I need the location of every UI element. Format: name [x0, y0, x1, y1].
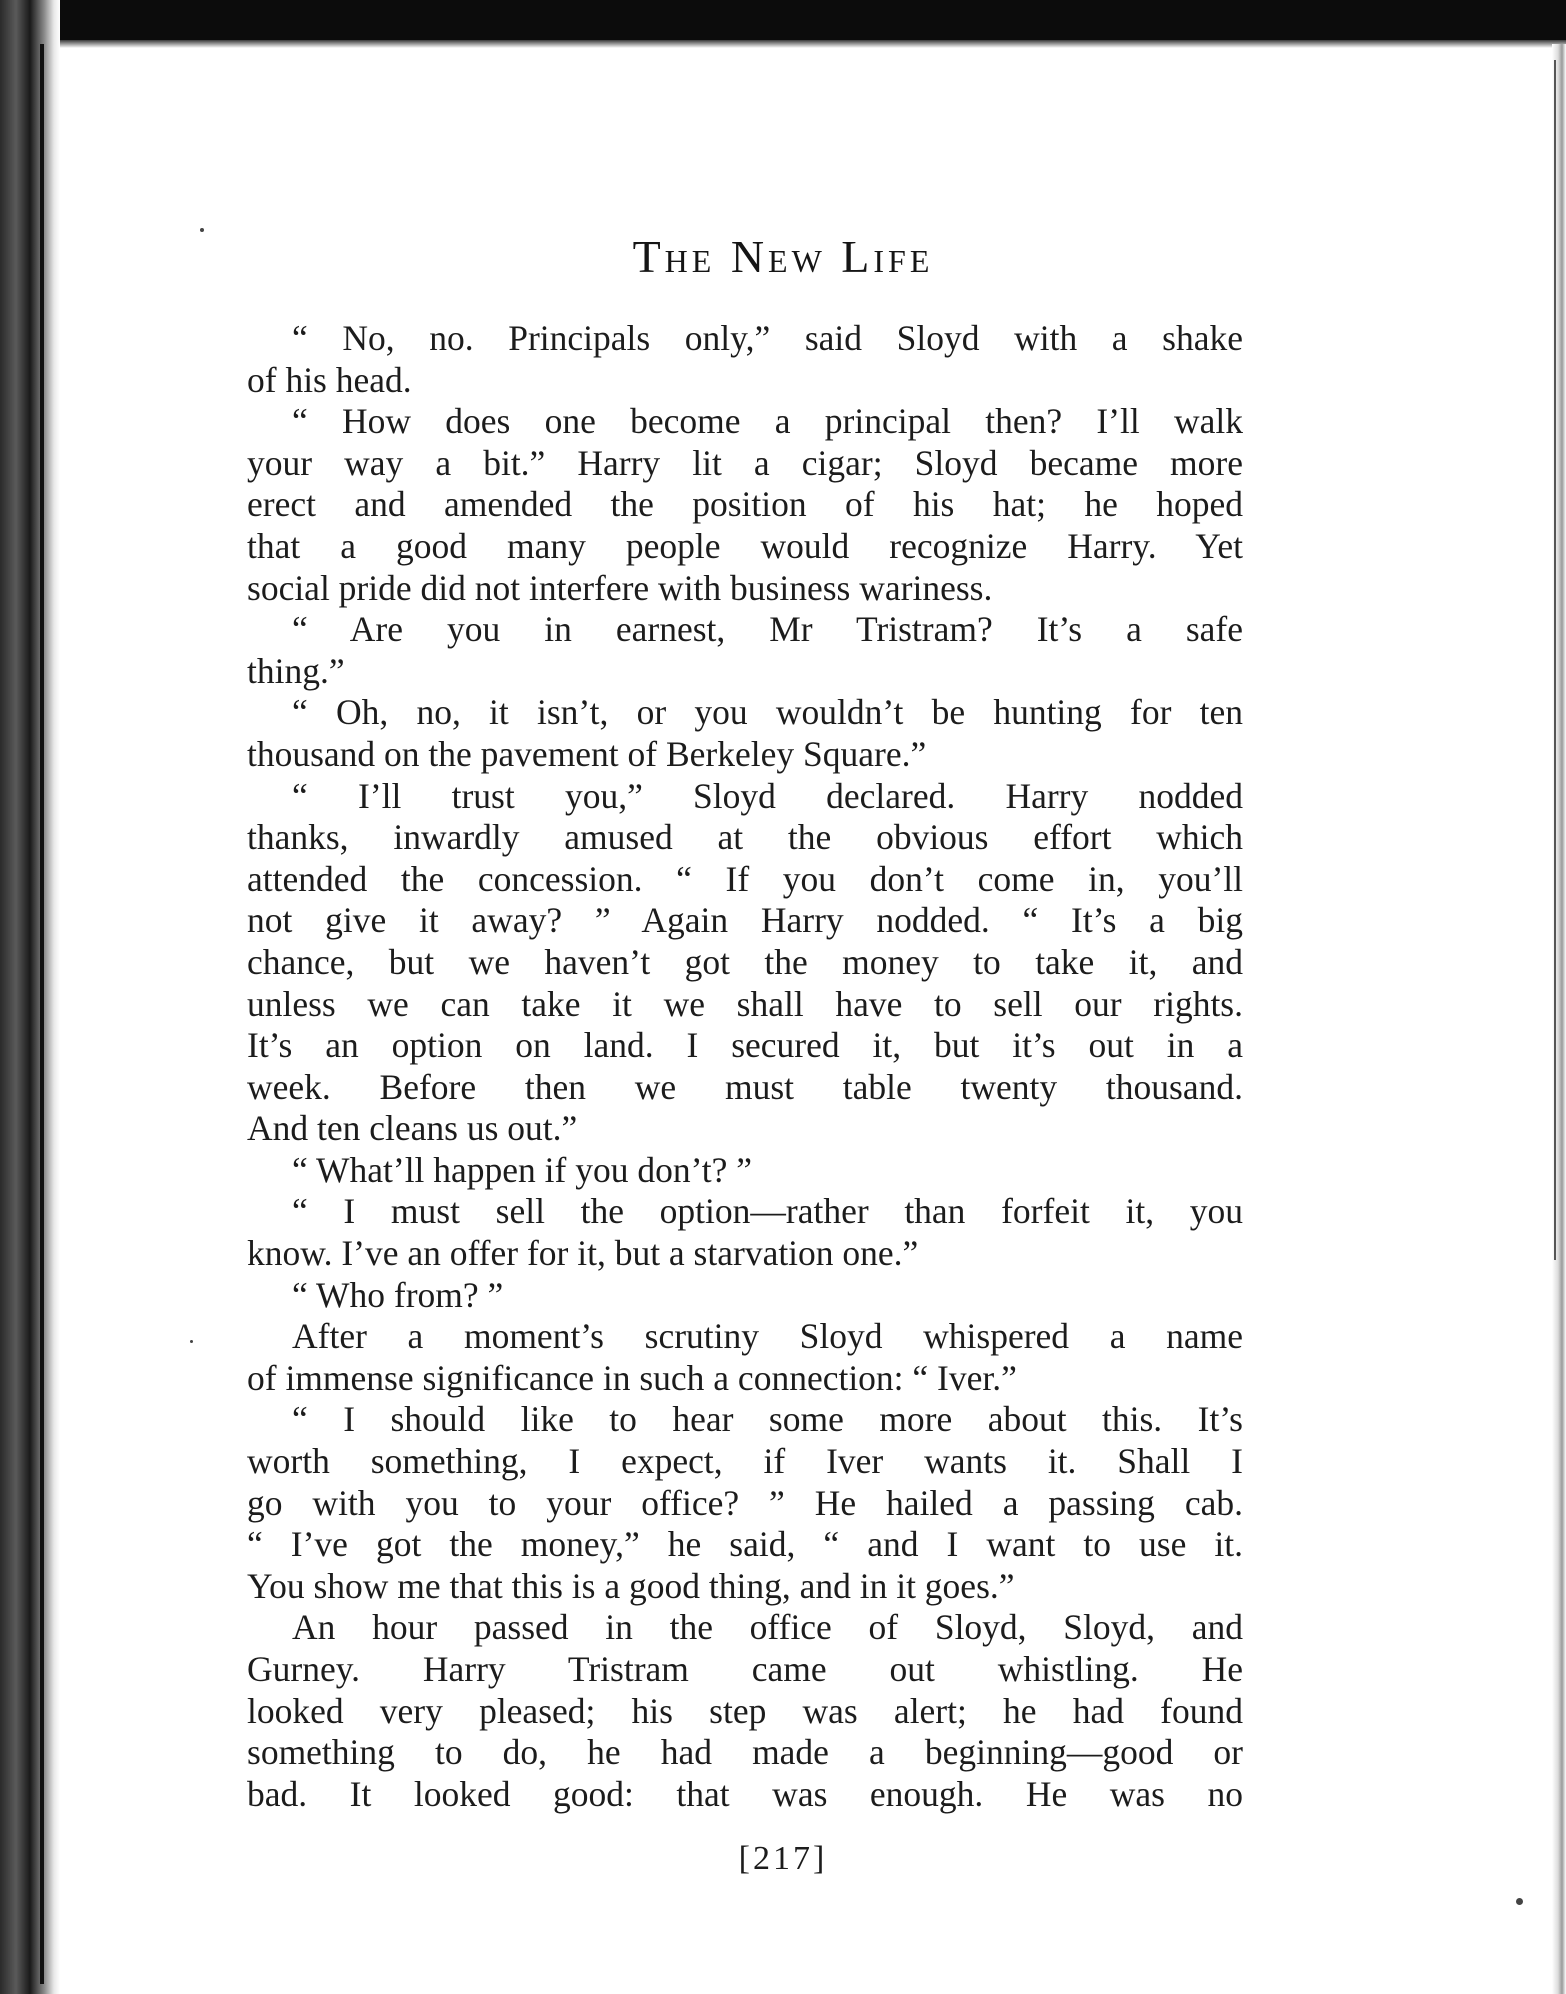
body-text: [247, 318, 1243, 1815]
text-line: “ Oh, no, it isn’t, or you wouldn’t be hunting for ten: [292, 692, 1243, 733]
text-line: your way a bit.” Harry lit a cigar; Sloyd became more: [247, 442, 1243, 483]
text-line: unless we can take it we shall have to sell our rights.: [247, 983, 1243, 1024]
text-line: thousand on the pavement of Berkeley Square.”: [247, 733, 927, 774]
page-left-border-line: [40, 44, 44, 1984]
text-line: “ Are you in earnest, Mr Tristram? It’s a safe: [292, 609, 1243, 650]
text-line: After a moment’s scrutiny Sloyd whispered a name: [292, 1316, 1243, 1357]
text-line: bad. It looked good: that was enough. He was no: [247, 1773, 1243, 1814]
paper-speck: [1516, 1898, 1523, 1905]
text-line: social pride did not interfere with business wariness.: [247, 567, 993, 608]
paper-speck: [190, 1340, 193, 1343]
text-line: And ten cleans us out.”: [247, 1108, 578, 1149]
text-line: worth something, I expect, if Iver wants it. Shall I: [247, 1441, 1243, 1482]
text-line: You show me that this is a good thing, and in it goes.”: [247, 1565, 1015, 1606]
text-line: It’s an option on land. I secured it, but it’s out in a: [247, 1025, 1243, 1066]
text-line: of his head.: [247, 359, 412, 400]
text-line: “ Who from? ”: [292, 1274, 504, 1315]
text-line: An hour passed in the office of Sloyd, Sloyd, and: [292, 1607, 1243, 1648]
text-line: week. Before then we must table twenty thousand.: [247, 1066, 1243, 1107]
page-left-binding-edge: [0, 0, 60, 1994]
text-line: “ I should like to hear some more about this. It’s: [292, 1399, 1243, 1440]
text-line: looked very pleased; his step was alert; he had found: [247, 1690, 1243, 1731]
text-line: go with you to your office? ” He hailed a passing cab.: [247, 1482, 1243, 1523]
text-line: that a good many people would recognize Harry. Yet: [247, 525, 1243, 566]
text-line: not give it away? ” Again Harry nodded. “ It’s a big: [247, 900, 1243, 941]
text-line: “ I must sell the option—rather than forfeit it, you: [292, 1191, 1243, 1232]
text-line: “ I’ll trust you,” Sloyd declared. Harry nodded: [292, 775, 1243, 816]
text-line: attended the concession. “ If you don’t come in, you’ll: [247, 858, 1243, 899]
text-line: “ I’ve got the money,” he said, “ and I want to use it.: [247, 1524, 1243, 1565]
page-top-border: [0, 0, 1566, 44]
text-line: of immense significance in such a connection: “ Iver.”: [247, 1357, 1017, 1398]
page-top-shadow: [0, 40, 1566, 48]
text-line: know. I’ve an offer for it, but a starvation one.”: [247, 1233, 919, 1274]
text-line: Gurney. Harry Tristram came out whistling. He: [247, 1649, 1243, 1689]
text-line: “ No, no. Principals only,” said Sloyd with a shake: [292, 318, 1243, 358]
text-line: “ What’ll happen if you don’t? ”: [292, 1149, 753, 1190]
page-number: [217]: [738, 1840, 828, 1877]
text-line: something to do, he had made a beginning—good or: [247, 1732, 1243, 1773]
text-line: erect and amended the position of his hat; he hoped: [247, 484, 1243, 525]
text-line: thing.”: [247, 650, 345, 691]
text-line: chance, but we haven’t got the money to take it, and: [247, 941, 1243, 982]
running-header-title: The New Life: [632, 231, 934, 282]
text-line: “ How does one become a principal then? I’ll walk: [292, 401, 1243, 442]
text-line: thanks, inwardly amused at the obvious effort which: [247, 817, 1243, 858]
